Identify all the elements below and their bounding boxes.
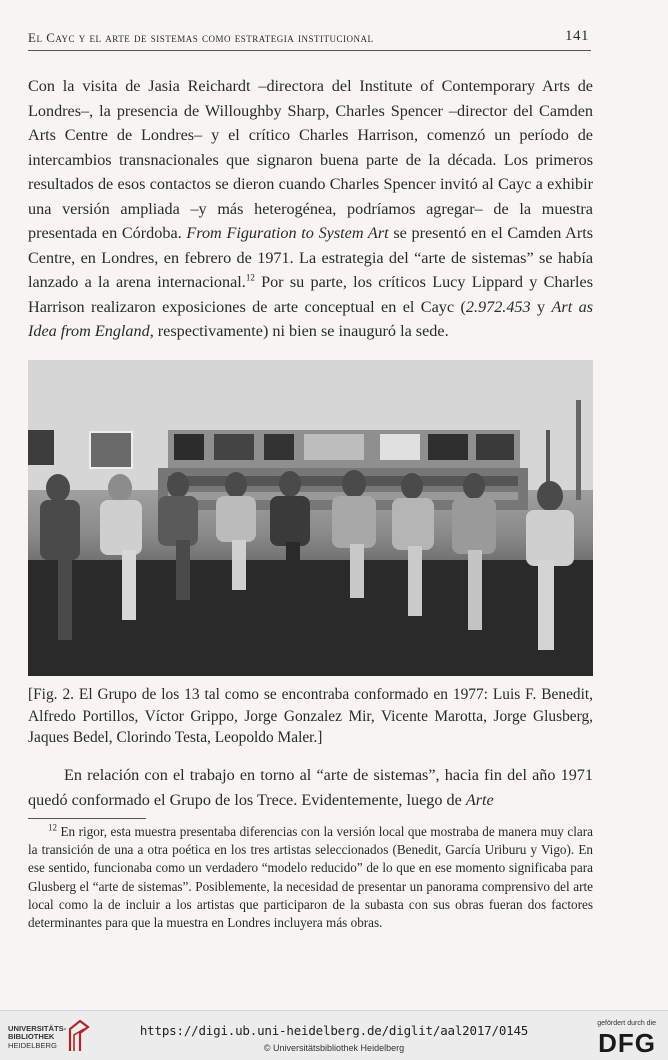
library-name-line-2: BIBLIOTHEK [8,1032,55,1042]
footnote-number: 12 [48,822,57,833]
footnote-text: En rigor, esta muestra presentaba diferencias con la versión local que mostraba de manera muy clara la transición de una a otra poética en los tres artistas seleccionados (Benedit, García Uriburu y Vigo). En ese sentido, funcionaba como un verdadero “modelo reducido” de lo que en ese momento significaba para Glusberg el “arte de sistemas”. Posiblemente, la necesidad de presentar un panorama comprensivo del arte local como la de incluir a los artistas que participaron de la subasta con sus obras fueran dos factores determinantes para que la muestra en Londres incluyera más obras. [28,824,593,931]
para1-text-e: , respectivamente) ni bien se inauguró la sede. [149,322,449,340]
dfg-logo[interactable]: DFG [598,1028,656,1058]
footnote-reference[interactable]: 12 [245,272,255,283]
library-name-line-3: HEIDELBERG [8,1040,57,1050]
para1-italic-title-1: From Figuration to System Art [186,224,389,242]
viewer-footer [0,1010,668,1060]
page-number: 141 [565,28,589,44]
running-title: El Cayc y el arte de sistemas como estrategia institucional [28,30,374,45]
photograph-drawing [28,360,593,676]
library-name-line-1: UNIVERSITÄTS- [8,1024,67,1033]
para2-italic-title: Arte [465,790,494,809]
para1-text-c: Por su parte, los críticos Lucy Lippard y Charles Harrison realizaron exposiciones de arte conceptual en el Cayc ( [28,273,594,316]
para2-text: En relación con el trabajo en torno al “arte de sistemas”, hacia fin del año 1971 quedó conformado el Grupo de los Trece. Evidentemente, luego de [28,766,593,809]
funding-note: gefördert durch die [597,1020,656,1027]
permalink-url[interactable]: https://digi.ub.uni-heidelberg.de/diglit/aal2017/0145 [139,1023,529,1038]
copyright-notice: © Universitätsbibliothek Heidelberg [263,1043,405,1053]
group-photograph [28,360,593,676]
main-paragraph [28,74,593,344]
para1-text-a: Con la visita de Jasia Reichardt –directora del Institute of Contemporary Arts de Londres–, la presencia de Willoughby Sharp, Charles Spencer –director del Camden Arts Centre de Londres– y el crítico Charles Harrison, comenzó un período de intercambios transnacionales que signaron buena parte de la década. Los primeros resultados de esos contactos se dieron cuando Charles Spencer invitó al Cayc a exhibir una versión ampliada –y más heterogénea, podríamos agregar– de la muestra presentada en Córdoba. [28,77,593,242]
running-head [28,30,591,51]
second-paragraph [28,763,593,812]
para1-italic-title-2: 2.972.453 [465,297,531,316]
footnote-divider [28,818,146,819]
para1-italic-title-3: Art as Idea from England [28,297,593,340]
para1-text-d: y [530,297,552,316]
para1-text-b: se presentó en el Camden Arts Centre, en Londres, en febrero de 1971. La estrategia del “arte de sistemas” se había lanzado a la arena internacional. [28,224,594,291]
footnote-12 [28,823,593,932]
figure-caption: [Fig. 2. El Grupo de los 13 tal como se encontraba conformado en 1977: Luis F. Benedit, Alfredo Portillos, Víctor Grippo, Jorge Gonzalez Mir, Vicente Marotta, Jorge Glusberg, Jaques Bedel, Clorindo Testa, Leopoldo Maler.] [28,686,593,746]
